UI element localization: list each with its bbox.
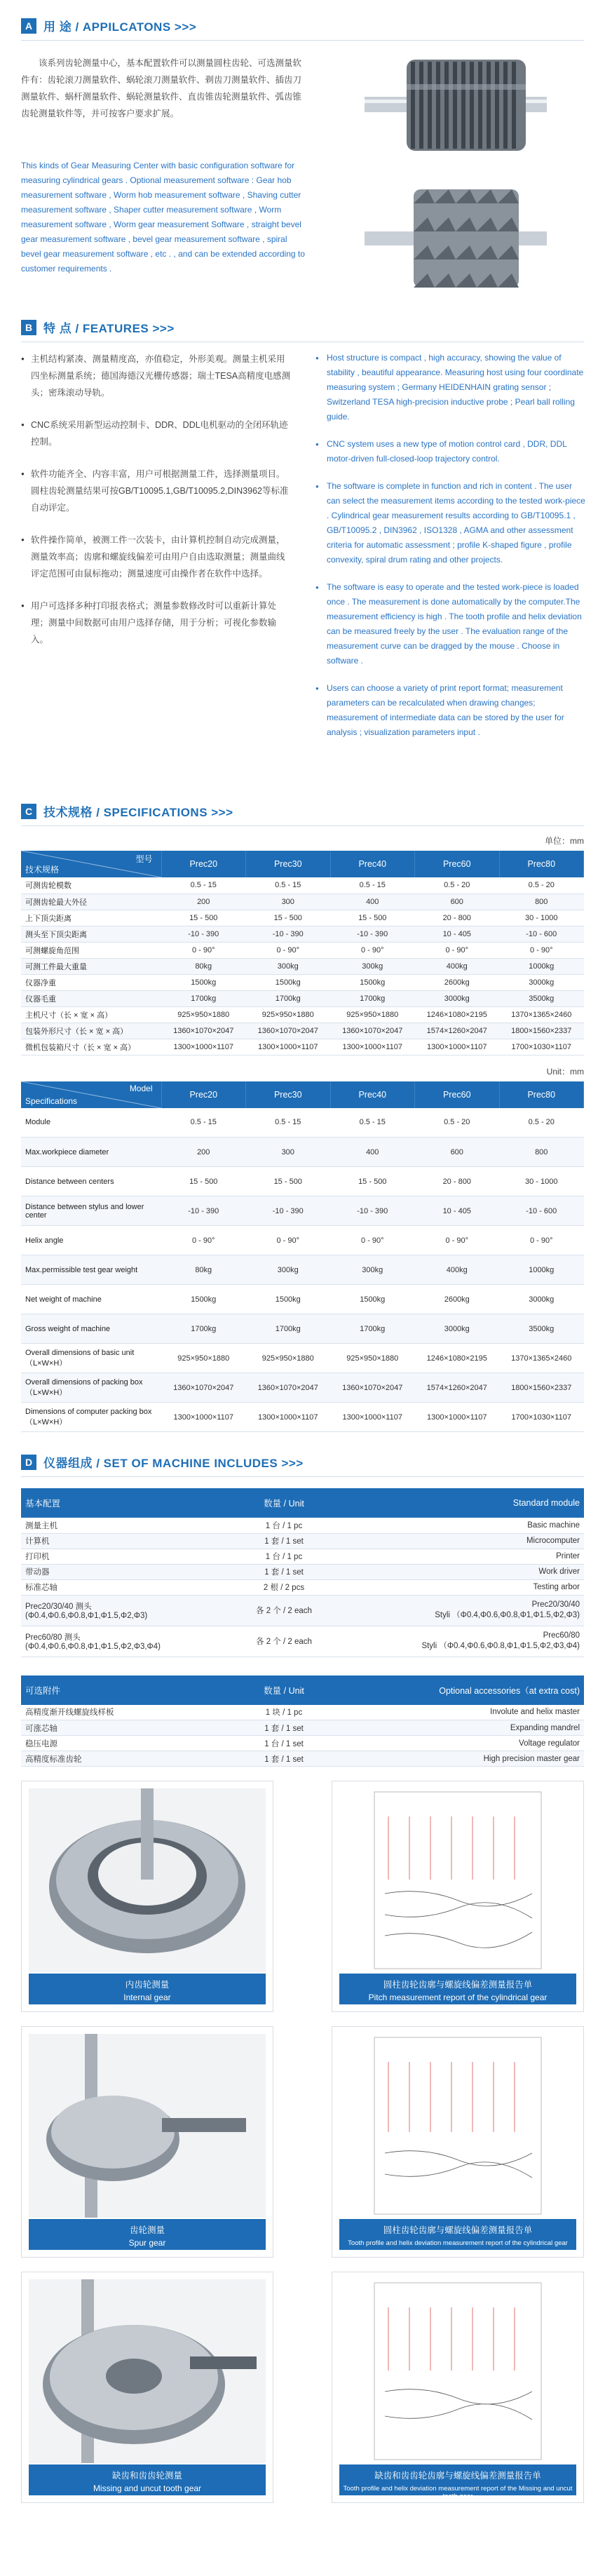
include-cell: 各 2 个 / 2 each <box>203 1626 365 1657</box>
spec-label: 可测齿轮模数 <box>21 877 161 893</box>
model-header: Prec40 <box>330 851 415 877</box>
spec-value: 2600kg <box>415 974 500 990</box>
optional-cell: 高精度渐开线螺旋线样板 <box>21 1705 203 1720</box>
col-header: 数量 / Unit <box>203 1675 365 1705</box>
spec-value: 3000kg <box>415 1314 500 1344</box>
unit-label: 单位：mm <box>545 836 584 846</box>
include-row <box>21 1533 584 1549</box>
spec-row <box>21 926 584 942</box>
gallery-caption <box>29 2219 266 2250</box>
spec-value: 0.5 - 20 <box>415 877 500 893</box>
spec-row <box>21 910 584 926</box>
probe-sizes: Styli （Φ0.4,Φ0.6,Φ0.8,Φ1,Φ1.5,Φ2,Φ3) <box>435 1611 580 1619</box>
spec-label: Helix angle <box>21 1226 161 1255</box>
feature-en-item: ● The software is complete in function and rich in content . The user can select the measurement items according to the tested work-piece . Cylindrical gear measurement results according to GB/T10095.1 , GB/T10095.2 , DIN3962 , ISO1328 , AGMA and other assessment criteria for automatic assessment ; profile K-shaped figure , profile convexity, spiral drum rating and other projects. <box>315 479 585 567</box>
spec-value: 15 - 500 <box>330 910 415 926</box>
spec-label: Distance between stylus and lower center <box>21 1196 161 1226</box>
spec-value: 3000kg <box>499 974 584 990</box>
spec-row <box>21 1108 584 1138</box>
worm-hob-image <box>337 175 568 298</box>
caption-cn: 内齿轮测量 <box>125 1980 170 1990</box>
spec-value: 0 - 90° <box>330 942 415 958</box>
spec-table-cn <box>21 851 584 1056</box>
spec-value: 0.5 - 20 <box>499 1108 584 1138</box>
spec-label: Max.permissible test gear weight <box>21 1255 161 1285</box>
section-letter: A <box>21 18 36 34</box>
corner-label-model: 型号 <box>135 854 153 864</box>
spec-value: 0 - 90° <box>246 1226 331 1255</box>
probe-label: Prec60/80 测头 <box>25 1633 81 1642</box>
spec-value: 1360×1070×2047 <box>330 1023 415 1039</box>
spec-value: 1700kg <box>246 1314 331 1344</box>
optional-cell: Expanding mandrel <box>365 1720 584 1736</box>
gallery-caption <box>339 1974 576 2004</box>
spec-row <box>21 958 584 974</box>
include-cell: Testing arbor <box>365 1579 584 1595</box>
spec-value: 80kg <box>161 1255 246 1285</box>
spec-value: 1246×1080×2195 <box>415 1344 500 1373</box>
spec-value: -10 - 390 <box>330 926 415 942</box>
spec-label: 仪器毛重 <box>21 990 161 1006</box>
section-title: 特 点 / FEATURES >>> <box>43 322 175 335</box>
include-cell: 计算机 <box>21 1533 203 1549</box>
spec-value: 925×950×1880 <box>161 1344 246 1373</box>
caption-en: Pitch measurement report of the cylindrical gear <box>368 1992 548 2002</box>
probe-label: Prec20/30/40 <box>531 1600 580 1609</box>
spec-value: 0 - 90° <box>161 942 246 958</box>
corner-label-spec: 技术规格 <box>25 865 60 875</box>
spec-value: 0 - 90° <box>499 1226 584 1255</box>
include-cell: 1 台 / 1 pc <box>203 1518 365 1533</box>
spec-value: 925×950×1880 <box>330 1006 415 1023</box>
spec-value: 300 <box>246 893 331 910</box>
spec-row <box>21 1344 584 1373</box>
model-header: Prec80 <box>499 851 584 877</box>
spec-label: Gross weight of machine <box>21 1314 161 1344</box>
optional-row <box>21 1720 584 1736</box>
probe-sizes: (Φ0.4,Φ0.6,Φ0.8,Φ1,Φ1.5,Φ2,Φ3,Φ4) <box>25 1643 161 1651</box>
caption-cn: 齿轮测量 <box>129 2225 165 2235</box>
divider <box>21 825 584 826</box>
spec-label: 可测齿轮最大外径 <box>21 893 161 910</box>
optional-cell: 可涨芯轴 <box>21 1720 203 1736</box>
optional-row <box>21 1751 584 1767</box>
spec-value: 0 - 90° <box>246 942 331 958</box>
spec-value: 1246×1080×2195 <box>415 1006 500 1023</box>
section-features <box>0 302 605 785</box>
spec-value: 0.5 - 15 <box>330 877 415 893</box>
spec-value: 0 - 90° <box>415 1226 500 1255</box>
optional-cell: 1 套 / 1 set <box>203 1720 365 1736</box>
spec-value: 1800×1560×2337 <box>499 1023 584 1039</box>
spec-value: 1500kg <box>246 1285 331 1314</box>
include-row <box>21 1626 584 1657</box>
model-header: Prec20 <box>161 851 246 877</box>
col-header: Optional accessories（at extra cost) <box>365 1675 584 1705</box>
spec-value: 1300×1000×1107 <box>161 1039 246 1055</box>
include-cell: Work driver <box>365 1564 584 1579</box>
feature-cn-item: ● CNC系统采用新型运动控制卡、DDR、DDL电机驱动的全闭环轨迹控制。 <box>21 417 291 450</box>
spec-value: 3000kg <box>499 1285 584 1314</box>
spec-row <box>21 1373 584 1403</box>
optional-cell: 高精度标准齿轮 <box>21 1751 203 1767</box>
spec-value: 300kg <box>330 1255 415 1285</box>
spec-value: 600 <box>415 893 500 910</box>
spec-value: 1700kg <box>161 1314 246 1344</box>
spec-value: 1360×1070×2047 <box>161 1373 246 1403</box>
include-cell <box>21 1595 203 1626</box>
spec-value: 300kg <box>330 958 415 974</box>
spec-value: 1300×1000×1107 <box>246 1403 331 1432</box>
spec-value: 1300×1000×1107 <box>415 1403 500 1432</box>
spec-value: 1500kg <box>246 974 331 990</box>
spec-value: 20 - 800 <box>415 910 500 926</box>
spec-value: -10 - 390 <box>161 1196 246 1226</box>
model-header: Prec30 <box>246 851 331 877</box>
include-cell <box>365 1626 584 1657</box>
section-letter: B <box>21 320 36 335</box>
spec-value: 10 - 405 <box>415 1196 500 1226</box>
include-cell <box>21 1626 203 1657</box>
caption-cn: 缺齿和齿齿轮齿廓与螺旋线偏差测量报告单 <box>374 2471 541 2481</box>
spec-value: 15 - 500 <box>161 1167 246 1196</box>
spec-value: 15 - 500 <box>246 1167 331 1196</box>
spec-row <box>21 1138 584 1167</box>
spec-value: 1700kg <box>330 1314 415 1344</box>
spec-row <box>21 1255 584 1285</box>
spec-value: 1700kg <box>161 990 246 1006</box>
spec-value: 1300×1000×1107 <box>246 1039 331 1055</box>
spec-value: 1000kg <box>499 1255 584 1285</box>
spec-value: 0 - 90° <box>415 942 500 958</box>
spec-value: 30 - 1000 <box>499 1167 584 1196</box>
include-cell: 测量主机 <box>21 1518 203 1533</box>
optional-cell: High precision master gear <box>365 1751 584 1767</box>
spec-row <box>21 877 584 893</box>
spec-value: 2600kg <box>415 1285 500 1314</box>
include-cell: 各 2 个 / 2 each <box>203 1595 365 1626</box>
feature-en-item: ● The software is easy to operate and the tested work-piece is loaded once . The measurement is done automatically by the computer.The measurement efficiency is high . The tooth profile and helix deviation can be measured freely by the user . The evaluation range of the measurement curve can be dragged by the mouse . Choose in software . <box>315 580 585 668</box>
spec-row <box>21 942 584 958</box>
spec-value: 600 <box>415 1138 500 1167</box>
section-specifications <box>0 785 605 1432</box>
gallery-caption <box>29 2464 266 2495</box>
caption-en: Internal gear <box>123 1992 171 2002</box>
caption-en: Spur gear <box>128 2238 166 2248</box>
spec-value: 15 - 500 <box>161 910 246 926</box>
probe-label: Prec60/80 <box>543 1631 580 1640</box>
spec-label: 可测工件最大重量 <box>21 958 161 974</box>
model-header: Prec80 <box>499 1081 584 1108</box>
gear-hob-image <box>337 42 568 168</box>
include-row <box>21 1579 584 1595</box>
feature-en-item: ● Users can choose a variety of print report format; measurement parameters can be recalculated when drawing changes; measurement of intermediate data can be stored by the user for analysis ; visualization parameters input . <box>315 681 585 740</box>
spec-value: 800 <box>499 1138 584 1167</box>
standard-module-table <box>21 1488 584 1657</box>
spec-label: Overall dimensions of basic unit （L×W×H） <box>21 1344 161 1373</box>
feature-cn-item: ● 软件操作简单，被测工件一次装卡，由计算机控制自动完成测量，测量效率高；齿廓和螺旋线偏差可由用户自由选取测量；测量曲线评定范围可由鼠标拖动；测量速度可由操作者在软件中选择。 <box>21 532 291 582</box>
spec-value: 1500kg <box>330 1285 415 1314</box>
spec-value: 800 <box>499 893 584 910</box>
spec-label: 微机包装箱尺寸（长 × 宽 × 高） <box>21 1039 161 1055</box>
spec-label: Module <box>21 1108 161 1138</box>
spec-value: 1700kg <box>246 990 331 1006</box>
applications-cn-text: 该系列齿轮测量中心，基本配置软件可以测量圆柱齿轮、可选测量软件有：齿轮滚刀测量软件、蜗轮滚刀测量软件、剃齿刀测量软件、插齿刀测量软件、蜗杆测量软件、蜗轮测量软件、直齿锥齿轮测量软件、弧齿锥齿轮测量软件等，并可按客户要求扩展。 <box>21 58 302 119</box>
spec-value: -10 - 390 <box>161 926 246 942</box>
spec-value: 1500kg <box>161 1285 246 1314</box>
section-applications <box>0 0 605 302</box>
table-corner-header <box>21 851 161 877</box>
spec-value: 1360×1070×2047 <box>161 1023 246 1039</box>
include-row <box>21 1549 584 1564</box>
caption-en: Tooth profile and helix deviation measurement report of the Missing and uncut tooth gear <box>343 2485 573 2500</box>
spec-value: 400kg <box>415 1255 500 1285</box>
feature-cn-item: ● 主机结构紧凑、测量精度高，亦值稳定，外形美观。测量主机采用四坐标测量系统；德国海德汉光栅传感器；瑞士TESA高精度电感测头；密珠滚动导轨。 <box>21 351 291 401</box>
optional-row <box>21 1705 584 1720</box>
table-corner-header <box>21 1081 161 1108</box>
optional-cell: Voltage regulator <box>365 1736 584 1751</box>
spec-value: 15 - 500 <box>246 910 331 926</box>
spec-value: 1700kg <box>330 990 415 1006</box>
spec-row <box>21 1167 584 1196</box>
col-header: Standard module <box>365 1488 584 1518</box>
include-cell: 标准芯轴 <box>21 1579 203 1595</box>
include-cell: Printer <box>365 1549 584 1564</box>
gallery-caption <box>29 1974 266 2004</box>
spec-row <box>21 1006 584 1023</box>
spec-value: 1300×1000×1107 <box>161 1403 246 1432</box>
spec-value: 0.5 - 15 <box>246 877 331 893</box>
applications-en-text: This kinds of Gear Measuring Center with basic configuration software for measuring cylindrical gears . Optional measurement software : Gear hob measurement software , Worm hob measurement software , Shaving cutter measurement software , Shaper cutter measurement software , Worm measurement software , Worm gear measurement Software , straight bevel gear measurement software , bevel gear measurement software , spiral bevel gear measurement software , etc . , and can be extended according to customer requirements . <box>21 161 305 274</box>
spec-row <box>21 1285 584 1314</box>
probe-sizes: (Φ0.4,Φ0.6,Φ0.8,Φ1,Φ1.5,Φ2,Φ3) <box>25 1612 148 1620</box>
feature-cn-item: ● 软件功能齐全、内容丰富，用户可根据测量工件，选择测量项目。圆柱齿轮测量结果可按GB/T10095.1,GB/T10095.2,DIN3962等标准自动评定。 <box>21 466 291 516</box>
spec-value: 300 <box>246 1138 331 1167</box>
spec-value: 300kg <box>246 1255 331 1285</box>
spec-label: Max.workpiece diameter <box>21 1138 161 1167</box>
include-cell: 1 台 / 1 pc <box>203 1549 365 1564</box>
spec-value: 200 <box>161 1138 246 1167</box>
caption-en: Tooth profile and helix deviation measurement report of the cylindrical gear <box>348 2239 568 2247</box>
features-cn-list <box>21 351 291 663</box>
internal-gear-photo <box>29 1788 266 1972</box>
spec-value: 925×950×1880 <box>161 1006 246 1023</box>
spec-value: 10 - 405 <box>415 926 500 942</box>
spec-value: 3000kg <box>415 990 500 1006</box>
spec-row <box>21 1403 584 1432</box>
spec-value: 0.5 - 15 <box>330 1108 415 1138</box>
model-header: Prec60 <box>415 851 500 877</box>
spec-value: 80kg <box>161 958 246 974</box>
spec-row <box>21 1314 584 1344</box>
model-header: Prec30 <box>246 1081 331 1108</box>
spec-value: 0.5 - 20 <box>415 1108 500 1138</box>
spec-value: -10 - 600 <box>499 1196 584 1226</box>
feature-en-item: ● Host structure is compact , high accuracy, showing the value of stability , beautiful appearance. Measuring host using four coordinate measuring system ; Germany HEIDENHAIN grating sensor ; Switzerland TESA high-precision inductive probe ; Pearl ball rolling guide. <box>315 351 585 424</box>
optional-row <box>21 1736 584 1751</box>
spec-row <box>21 1039 584 1055</box>
model-header: Prec60 <box>415 1081 500 1108</box>
include-cell: 打印机 <box>21 1549 203 1564</box>
spec-table-en <box>21 1081 584 1433</box>
caption-en: Missing and uncut tooth gear <box>93 2483 202 2493</box>
gallery-card <box>21 2026 273 2258</box>
spec-value: 1300×1000×1107 <box>330 1039 415 1055</box>
spec-value: 400kg <box>415 958 500 974</box>
section-title: 仪器组成 / SET OF MACHINE INCLUDES >>> <box>43 1457 304 1470</box>
missing-tooth-gear-photo <box>29 2279 266 2463</box>
spec-value: 0 - 90° <box>330 1226 415 1255</box>
spec-label: 主机尺寸（长 × 宽 × 高） <box>21 1006 161 1023</box>
spec-label: 包装外形尺寸（长 × 宽 × 高） <box>21 1023 161 1039</box>
col-header: 基本配置 <box>21 1488 203 1518</box>
spec-value: 1800×1560×2337 <box>499 1373 584 1403</box>
spec-value: 1360×1070×2047 <box>246 1023 331 1039</box>
spec-value: 400 <box>330 893 415 910</box>
corner-label-model: Model <box>129 1083 153 1093</box>
spec-row <box>21 893 584 910</box>
spec-row <box>21 1226 584 1255</box>
spec-label: Net weight of machine <box>21 1285 161 1314</box>
caption-cn: 缺齿和齿齿轮测量 <box>111 2471 182 2481</box>
spec-value: 400 <box>330 1138 415 1167</box>
caption-cn: 圆柱齿轮齿廓与螺旋线偏差测量报告单 <box>383 1980 533 1990</box>
spec-value: 1300×1000×1107 <box>330 1403 415 1432</box>
image-gallery <box>21 1781 584 2510</box>
gallery-caption <box>339 2464 576 2500</box>
unit-label: Unit：mm <box>546 1066 584 1077</box>
spec-value: 15 - 500 <box>330 1167 415 1196</box>
spec-value: 0.5 - 15 <box>246 1108 331 1138</box>
spec-row <box>21 990 584 1006</box>
spec-value: 0 - 90° <box>161 1226 246 1255</box>
gallery-card <box>332 1781 584 2012</box>
spec-row <box>21 1023 584 1039</box>
include-cell: 1 套 / 1 set <box>203 1533 365 1549</box>
section-title: 用 途 / APPILCATONS >>> <box>43 20 197 34</box>
spec-value: 1700×1030×1107 <box>499 1403 584 1432</box>
spec-value: 0.5 - 15 <box>161 877 246 893</box>
model-header: Prec20 <box>161 1081 246 1108</box>
optional-cell: 1 块 / 1 pc <box>203 1705 365 1720</box>
optional-cell: Involute and helix master <box>365 1705 584 1720</box>
model-header: Prec40 <box>330 1081 415 1108</box>
spec-value: 200 <box>161 893 246 910</box>
probe-label: Prec20/30/40 测头 <box>25 1603 92 1611</box>
spur-gear-photo <box>29 2034 266 2218</box>
gallery-caption <box>339 2219 576 2250</box>
gallery-card <box>21 2272 273 2503</box>
include-cell: Basic machine <box>365 1518 584 1533</box>
spec-value: 1360×1070×2047 <box>246 1373 331 1403</box>
spec-value: -10 - 600 <box>499 926 584 942</box>
optional-cell: 1 套 / 1 set <box>203 1751 365 1767</box>
section-letter: C <box>21 804 36 819</box>
include-row <box>21 1518 584 1533</box>
spec-value: 1300×1000×1107 <box>415 1039 500 1055</box>
optional-cell: 1 台 / 1 set <box>203 1736 365 1751</box>
spec-value: 20 - 800 <box>415 1167 500 1196</box>
spec-value: 30 - 1000 <box>499 910 584 926</box>
spec-value: 1574×1260×2047 <box>415 1373 500 1403</box>
spec-label: Overall dimensions of packing box （L×W×H） <box>21 1373 161 1403</box>
corner-label-spec: Specifications <box>25 1095 78 1106</box>
spec-value: -10 - 390 <box>246 1196 331 1226</box>
spec-value: 1700×1030×1107 <box>499 1039 584 1055</box>
probe-sizes: Styli （Φ0.4,Φ0.6,Φ0.8,Φ1,Φ1.5,Φ2,Φ3,Φ4) <box>421 1642 580 1650</box>
measurement-report-image <box>339 2279 576 2463</box>
spec-label: 上下顶尖距离 <box>21 910 161 926</box>
spec-value: 925×950×1880 <box>246 1344 331 1373</box>
spec-value: 1370×1365×2460 <box>499 1006 584 1023</box>
spec-value: 925×950×1880 <box>246 1006 331 1023</box>
optional-accessories-table <box>21 1675 584 1767</box>
spec-value: 300kg <box>246 958 331 974</box>
measurement-report-image <box>339 1788 576 1972</box>
spec-row <box>21 1196 584 1226</box>
measurement-report-image <box>339 2034 576 2218</box>
spec-label: Distance between centers <box>21 1167 161 1196</box>
spec-value: 0.5 - 15 <box>161 1108 246 1138</box>
optional-cell: 稳压电源 <box>21 1736 203 1751</box>
spec-value: 3500kg <box>499 990 584 1006</box>
spec-value: 0 - 90° <box>499 942 584 958</box>
section-includes <box>0 1432 605 2510</box>
include-cell: Microcomputer <box>365 1533 584 1549</box>
feature-cn-item: ● 用户可选择多种打印报表格式；测量参数修改时可以重新计算处理；测量中间数据可由用户选择存储，用于分析；可视化参数输入。 <box>21 598 291 648</box>
include-cell: 1 套 / 1 set <box>203 1564 365 1579</box>
spec-label: 仪器净重 <box>21 974 161 990</box>
spec-value: 1500kg <box>330 974 415 990</box>
features-en-list <box>315 351 585 753</box>
spec-label: 测头至下顶尖距离 <box>21 926 161 942</box>
divider <box>21 40 584 41</box>
include-cell: 2 根 / 2 pcs <box>203 1579 365 1595</box>
spec-label: Dimensions of computer packing box （L×W×H） <box>21 1403 161 1432</box>
caption-cn: 圆柱齿轮齿廓与螺旋线偏差测量报告单 <box>383 2225 533 2235</box>
spec-value: 3500kg <box>499 1314 584 1344</box>
spec-value: 1370×1365×2460 <box>499 1344 584 1373</box>
include-cell <box>365 1595 584 1626</box>
spec-row <box>21 974 584 990</box>
gallery-card <box>332 2026 584 2258</box>
include-cell: 带动器 <box>21 1564 203 1579</box>
section-letter: D <box>21 1455 36 1470</box>
spec-value: -10 - 390 <box>330 1196 415 1226</box>
spec-value: 1500kg <box>161 974 246 990</box>
col-header: 数量 / Unit <box>203 1488 365 1518</box>
spec-value: 1360×1070×2047 <box>330 1373 415 1403</box>
spec-label: 可测螺旋角范围 <box>21 942 161 958</box>
spec-value: -10 - 390 <box>246 926 331 942</box>
include-row <box>21 1564 584 1579</box>
spec-value: 925×950×1880 <box>330 1344 415 1373</box>
feature-en-item: ● CNC system uses a new type of motion control card , DDR, DDL motor-driven full-closed-loop trajectory control. <box>315 437 585 466</box>
gallery-card <box>332 2272 584 2503</box>
section-title: 技术规格 / SPECIFICATIONS >>> <box>43 806 233 819</box>
gallery-card <box>21 1781 273 2012</box>
spec-value: 1574×1260×2047 <box>415 1023 500 1039</box>
spec-value: 1000kg <box>499 958 584 974</box>
col-header: 可选附件 <box>21 1675 203 1705</box>
spec-value: 0.5 - 20 <box>499 877 584 893</box>
include-row <box>21 1595 584 1626</box>
